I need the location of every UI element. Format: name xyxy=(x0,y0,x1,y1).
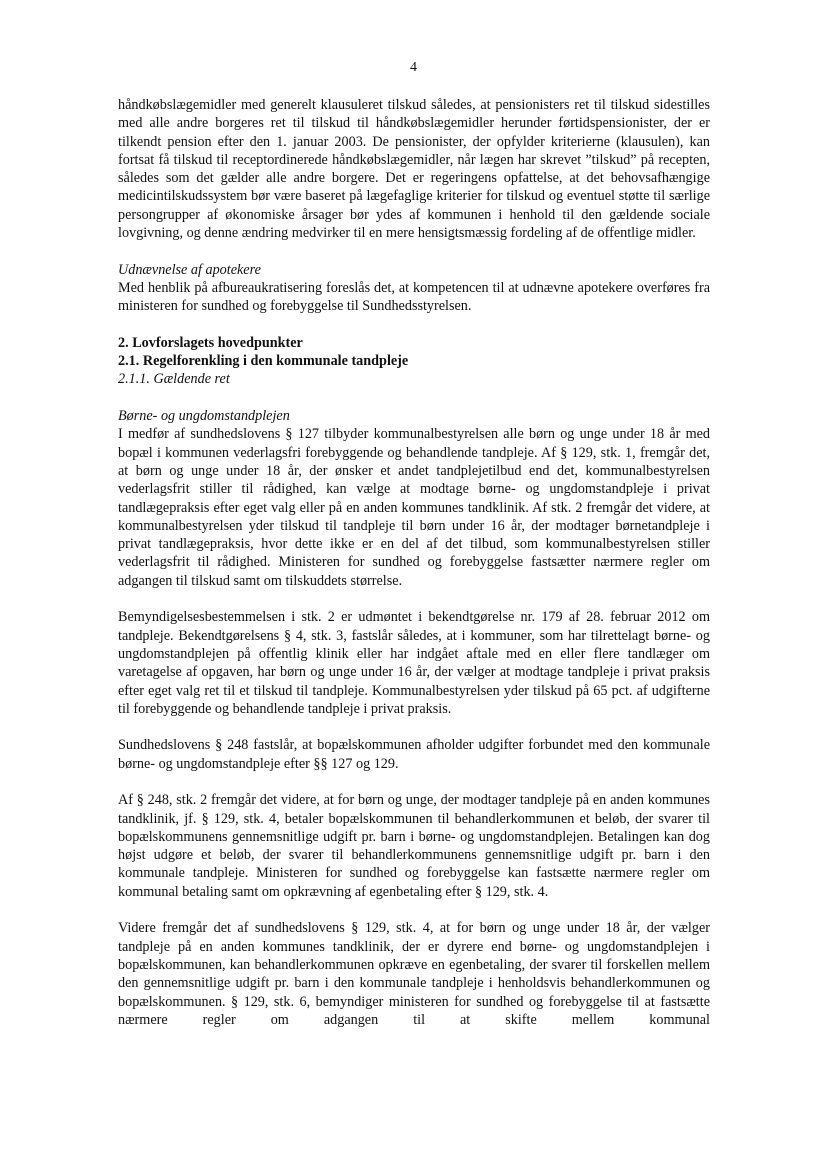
section-heading-2-1: 2.1. Regelforenkling i den kommunale tandpleje xyxy=(118,353,409,370)
subheading-boerne-ungdomstandplejen: Børne- og ungdomstandplejen xyxy=(118,408,290,425)
paragraph-apotekere: Med henblik på afbureaukratisering foreslås det, at kompetencen til at udnævne apotekere overføres fra ministeren for sundhed og forebyggelse til Sundhedsstyrelsen. xyxy=(118,279,710,315)
paragraph-sundhedslovens-127: I medfør af sundhedslovens § 127 tilbyder kommunalbestyrelsen alle børn og unge under 18 år med bopæl i kommunen vederlagsfri forebyggende og behandlende tandpleje. Af § 129, stk. 1, fremgår det, at børn og unge under 18 år, der ønsker et andet tandplejetilbud end det, kommunalbestyrelsen vederlagsfrit stiller til rådighed, kan vælge at modtage børne- og ungdomstandpleje i privat tandlægepraksis efter eget valg eller på en anden kommunes tandklinik. Af stk. 2 fremgår det videre, at kommunalbestyrelsen yder tilskud til tandpleje til børn under 16 år, der modtager børnetandpleje i privat tandlægepraksis, hvor dette ikke er en del af det tilbud, som kommunalbestyrelsen stiller vederlagsfrit til rådighed. Ministeren for sundhed og forebyggelse fastsætter nærmere regler om adgangen til tilskud samt om tilskuddets størrelse. xyxy=(118,426,710,589)
paragraph-248-stk-2: Af § 248, stk. 2 fremgår det videre, at for børn og unge, der modtager tandpleje på en anden kommunes tandklinik, jf. § 129, stk. 4, betaler bopælskommunen til behandlerkommunen et beløb, der svarer til bopælskommunens gennemsnitlige udgift pr. barn i børne- og ungdomstandplejen. Betalingen kan dog højst udgøre et beløb, der svarer til behandlerkommunens gennemsnitlige udgift pr. barn i den kommunale tandpleje. Ministeren for sundhed og forebyggelse kan fastsætte nærmere regler om kommunal betaling samt om opkrævning af egenbetaling efter § 129, stk. 4. xyxy=(118,792,710,900)
paragraph-bemyndigelsesbestemmelsen: Bemyndigelsesbestemmelsen i stk. 2 er udmøntet i bekendtgørelse nr. 179 af 28. februar 2012 om tandpleje. Bekendtgørelsens § 4, stk. 3, fastslår således, at i kommuner, som har tilrettelagt børne- og ungdomstandplejen på offentlig klinik eller har indgået aftale med en eller flere tandlæger om varetagelse af opgaven, har børn og unge under 16 år, der vælger at modtage tandpleje i privat praksis efter eget valg ret til et tilskud til tandpleje. Kommunalbestyrelsen yder tilskud på 65 pct. af udgifterne til forebyggende og behandlende tandpleje i privat praksis. xyxy=(118,609,710,717)
section-heading-2: 2. Lovforslagets hovedpunkter xyxy=(118,334,303,351)
paragraph-129-stk-4: Videre fremgår det af sundhedslovens § 129, stk. 4, at for børn og unge under 18 år, der vælger tandpleje på en anden kommunes tandklinik, der er dyrere end børne- og ungdomstandplejen i bopælskommunen, kan behandlerkommunen opkræve en egenbetaling, der svarer til forskellen mellem den gennemsnitlige udgift pr. barn i den kommunale tandpleje i henholdsvis behandlerkommunen og bopælskommunen. § 129, stk. 6, bemyndiger ministeren for sundhed og forebyggelse til at fastsætte nærmere regler om adgangen til at skifte mellem kommunal xyxy=(118,920,710,1028)
subheading-udnaevnelse: Udnævnelse af apotekere xyxy=(118,261,261,278)
paragraph-sundhedslovens-248: Sundhedslovens § 248 fastslår, at bopælskommunen afholder udgifter forbundet med den kommunale børne- og ungdomstandpleje efter §§ 127 og 129. xyxy=(118,737,710,772)
page-number: 4 xyxy=(410,60,417,75)
section-heading-2-1-1: 2.1.1. Gældende ret xyxy=(118,371,230,388)
document-body xyxy=(118,96,710,1029)
paragraph-pensionister: håndkøbslægemidler med generelt klausuleret tilskud således, at pensionisters ret til tilskud sidestilles med alle andre borgeres ret til tilskud til håndkøbslægemidler herunder førtidspensionister, der er tilkendt pension efter den 1. januar 2003. De pensionister, der opfylder kriterierne (klausulen), kan fortsat få tilskud til receptordinerede håndkøbslægemidler, når lægen har skrevet ”tilskud” på recepten, således som det gælder alle andre borgere. Det er regeringens opfattelse, at det behovsafhængige medicintilskudssystem bør være baseret på lægefaglige kriterier for tilskud og eventuel støtte til særlige persongrupper af økonomiske årsager bør ydes af kommunen i henhold til den gældende sociale lovgivning, og denne ændring medvirker til en mere hensigtsmæssig fordeling af de offentlige midler. xyxy=(118,97,710,242)
